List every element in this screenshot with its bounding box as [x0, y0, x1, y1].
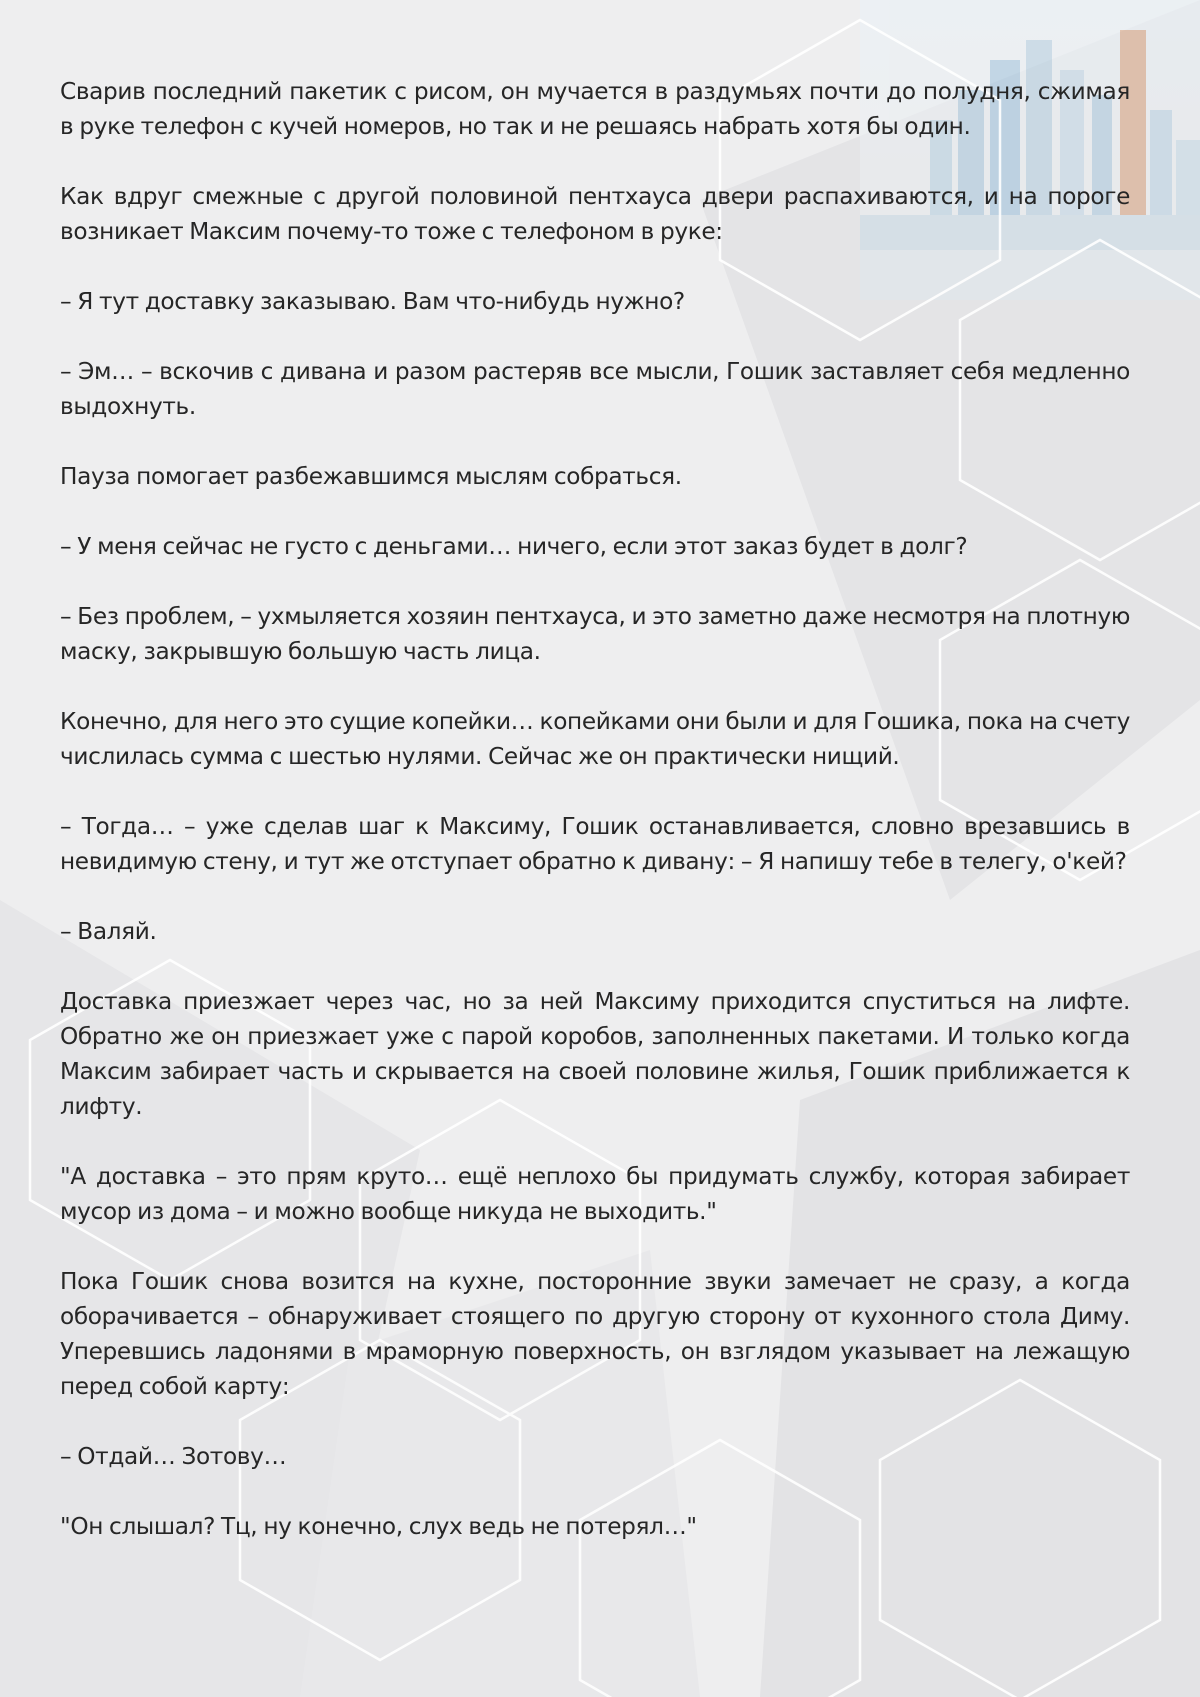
paragraph: – Валяй.: [60, 918, 157, 945]
paragraph: "Он слышал? Тц, ну конечно, слух ведь не потерял…": [60, 1513, 697, 1540]
paragraph: – Отдай… Зотову…: [60, 1443, 287, 1470]
paragraph: – Эм… – вскочив с дивана и разом растеряв все мысли, Гошик заставляет себя медленно выдохнуть.: [60, 358, 1130, 420]
paragraph: Сварив последний пакетик с рисом, он мучается в раздумьях почти до полудня, сжимая в руке телефон с кучей номеров, но так и не решаясь набрать хотя бы один.: [60, 78, 1130, 140]
paragraph: Пауза помогает разбежавшимся мыслям собраться.: [60, 463, 682, 490]
paragraph: Доставка приезжает через час, но за ней Максиму приходится спуститься на лифте. Обратно же он приезжает уже с парой коробов, заполненных пакетами. И только когда Максим забирает часть и скрывается на своей половине жилья, Гошик приближается к лифту.: [60, 988, 1130, 1120]
document-body: [60, 74, 1130, 1579]
paragraph: Конечно, для него это сущие копейки… копейками они были и для Гошика, пока на счету числилась сумма с шестью нулями. Сейчас же он практически нищий.: [60, 708, 1130, 770]
paragraph: "А доставка – это прям круто… ещё неплохо бы придумать службу, которая забирает мусор из дома – и можно вообще никуда не выходить.": [60, 1163, 1130, 1225]
paragraph: Пока Гошик снова возится на кухне, посторонние звуки замечает не сразу, а когда оборачивается – обнаруживает стоящего по другую сторону от кухонного стола Диму. Уперевшись ладонями в мраморную поверхность, он взглядом указывает на лежащую перед собой карту:: [60, 1268, 1130, 1400]
paragraph: Как вдруг смежные с другой половиной пентхауса двери распахиваются, и на пороге возникает Максим почему-то тоже с телефоном в руке:: [60, 183, 1130, 245]
paragraph: – Я тут доставку заказываю. Вам что-нибудь нужно?: [60, 288, 685, 315]
paragraph: – Тогда… – уже сделав шаг к Максиму, Гошик останавливается, словно врезавшись в невидимую стену, и тут же отступает обратно к дивану: – Я напишу тебе в телегу, о'кей?: [60, 813, 1130, 875]
paragraph: – Без проблем, – ухмыляется хозяин пентхауса, и это заметно даже несмотря на плотную маску, закрывшую большую часть лица.: [60, 603, 1130, 665]
paragraph: – У меня сейчас не густо с деньгами… ничего, если этот заказ будет в долг?: [60, 533, 968, 560]
